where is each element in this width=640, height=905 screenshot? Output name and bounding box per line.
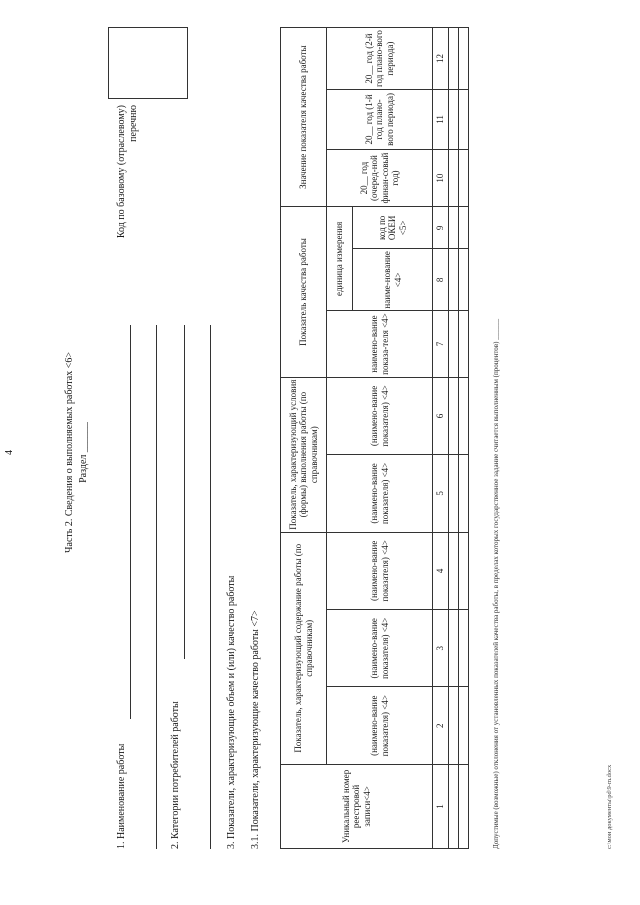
header-quality-values: Значение показателя качества работы: [281, 28, 327, 207]
work-name-line-2: [156, 325, 157, 849]
table-row: [459, 28, 469, 849]
col-num: 9: [433, 207, 449, 249]
col-num: 2: [433, 687, 449, 764]
consumers-line-2: [210, 325, 211, 849]
subheader-year-1: 20__ год (очеред-ной финан-совый год): [327, 149, 433, 207]
subheader-name-3: (наимено-вание показателя) <4>: [327, 532, 433, 609]
col-num: 4: [433, 532, 449, 609]
col-num: 8: [433, 249, 449, 311]
col-num: 10: [433, 149, 449, 207]
work-name-line: [130, 325, 131, 719]
page-number: 4: [4, 450, 15, 455]
subheader-name-5: (наимено-вание показателя) <4>: [327, 377, 433, 454]
subheader-quality-name: наимено-вание показа-теля <4>: [327, 311, 433, 377]
section-3-heading: 3. Показатели, характеризующие объем и (или) качество работы: [226, 575, 237, 849]
col-num: 3: [433, 610, 449, 687]
subheader-unit-name: наиме-нование <4>: [353, 249, 433, 311]
header-unique-number: Уникальный номер реестровой записи<4>: [281, 764, 433, 848]
file-path-footer: c:\мои документы\pd\9-m.docx: [606, 764, 613, 849]
subheader-name-2: (наимено-вание показателя) <4>: [327, 610, 433, 687]
consumers-label: 2. Категории потребителей работы: [170, 701, 181, 849]
subheader-unit: единица измерения: [327, 207, 353, 311]
col-num: 5: [433, 455, 449, 532]
header-content-indicator: Показатель, характеризующий содержание работы (по справочникам): [281, 532, 327, 764]
col-num: 1: [433, 764, 449, 848]
col-num: 6: [433, 377, 449, 454]
subheader-name-1: (наимено-вание показателя) <4>: [327, 687, 433, 764]
subheader-name-4: (наимено-вание показателя) <4>: [327, 455, 433, 532]
subheader-year-2: 20__ год (1-й год плано-вого периода): [327, 90, 433, 150]
subheader-unit-okei: код по ОКЕИ <5>: [353, 207, 433, 249]
column-numbers-row: [433, 28, 449, 849]
tolerance-footnote: Допустимые (возможные) отклонения от установленных показателей качества работы, в пределах которых государственное задание считается выполненным (процентов) ______: [492, 318, 500, 849]
subheader-year-3: 20__ год (2-й год плано-вого периода): [327, 28, 433, 90]
work-name-label: 1. Наименование работы: [116, 743, 127, 849]
base-list-code-label-2: перечню: [128, 105, 139, 142]
consumers-line: [184, 325, 185, 659]
header-quality-indicator: Показатель качества работы: [281, 207, 327, 377]
header-conditions-indicator: Показатель, характеризующий условия (формы) выполнения работы (по справочникам): [281, 377, 327, 532]
quality-indicators-table: [280, 27, 469, 849]
part-title: Часть 2. Сведения о выполняемых работах <6>: [64, 352, 75, 553]
base-list-code-label: Код по базовому (отраслевому): [116, 105, 127, 239]
base-list-code-box: [108, 27, 188, 99]
section-3-1-heading: 3.1. Показатели, характеризующие качество работы <7>: [250, 610, 261, 849]
section-label: Раздел ______: [78, 422, 89, 483]
col-num: 11: [433, 90, 449, 150]
table-row: [449, 28, 459, 849]
col-num: 12: [433, 28, 449, 90]
col-num: 7: [433, 311, 449, 377]
